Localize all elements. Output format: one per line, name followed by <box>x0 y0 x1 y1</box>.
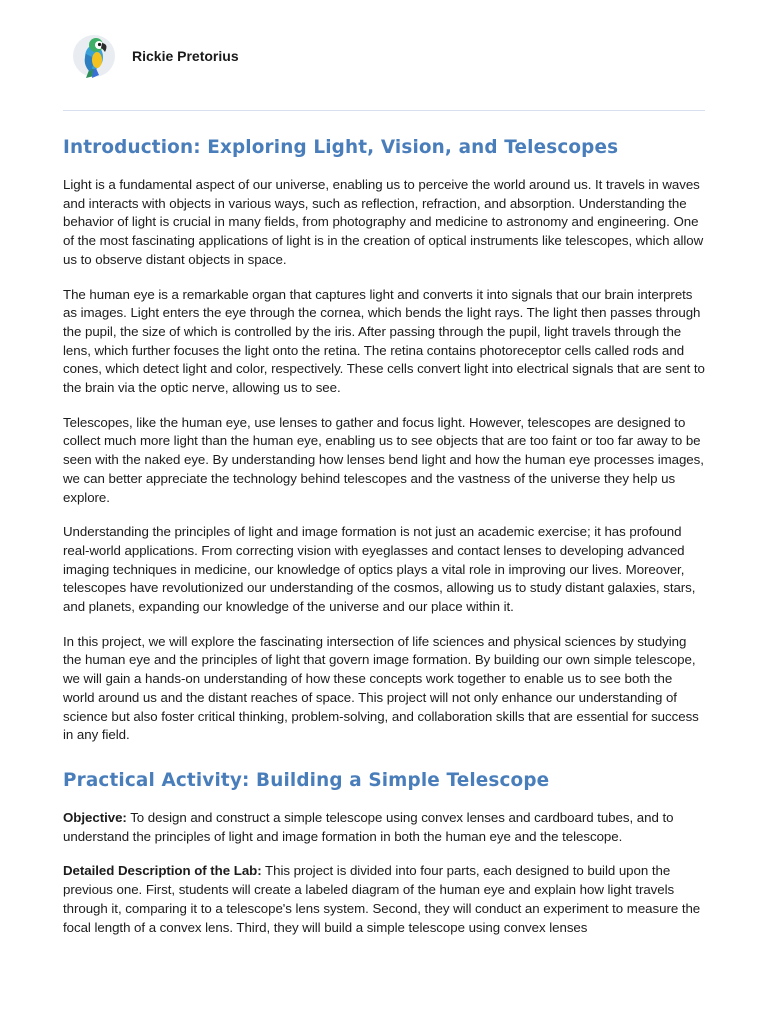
objective-text: To design and construct a simple telescope using convex lenses and cardboard tubes, and to understand the principles of light and image formation in both the human eye and the telescope. <box>63 809 674 844</box>
intro-paragraph-3: Telescopes, like the human eye, use lenses to gather and focus light. However, telescopes are designed to collect much more light than the human eye, enabling us to see objects that are too faint or too far away to be seen with the naked eye. By understanding how lenses bend light and how the human eye processes images, we can better appreciate the technology behind telescopes and the vastness of the universe they help us explore. <box>63 414 704 505</box>
header-divider <box>63 110 705 111</box>
parrot-icon <box>72 32 116 80</box>
description-text: This project is divided into four parts, each designed to build upon the previous one. First, students will create a labeled diagram of the human eye and explain how light travels through it, comparing it to a telescope's lens system. Second, they will conduct an experiment to measure the focal length of a convex lens. Third, they will build a simple telescope using convex lenses <box>63 863 701 935</box>
author-name: Rickie Pretorius <box>132 48 239 64</box>
objective-label: Objective: <box>63 809 127 825</box>
author-header <box>72 30 239 82</box>
objective-paragraph <box>63 809 705 846</box>
section-heading-practical-activity: Practical Activity: Building a Simple Telescope <box>63 769 550 791</box>
description-paragraph <box>63 862 705 937</box>
description-label: Detailed Description of the Lab: <box>63 863 262 879</box>
section-heading-introduction: Introduction: Exploring Light, Vision, and Telescopes <box>63 137 619 158</box>
document-content <box>63 128 705 953</box>
intro-paragraph-1: Light is a fundamental aspect of our universe, enabling us to perceive the world around us. It travels in waves and interacts with objects in various ways, such as reflection, refraction, and absorption. Understanding the behavior of light is crucial in many fields, from photography and medicine to astronomy and engineering. One of the most fascinating applications of light is in the creation of optical instruments like telescopes, which allow us to observe distant objects in space. <box>63 177 704 267</box>
intro-paragraph-2: The human eye is a remarkable organ that captures light and converts it into signals that our brain interprets as images. Light enters the eye through the cornea, which bends the light rays. The light then passes through the pupil, the size of which is controlled by the iris. After passing through the pupil, light travels through the lens, which further focuses the light onto the retina. The retina contains photoreceptor cells called rods and cones, which detect light and color, respectively. These cells convert light into electrical signals that are sent to the brain via the optic nerve, allowing us to see. <box>63 286 705 396</box>
intro-paragraph-5: In this project, we will explore the fascinating intersection of life sciences and physical sciences by studying the human eye and the principles of light that govern image formation. By building our own simple telescope, we will gain a hands-on understanding of how these concepts work together to enable us to see both the world around us and the distant reaches of space. This project will not only enhance our understanding of science but also foster critical thinking, problem-solving, and collaboration skills that are essential for success in any field. <box>63 633 699 743</box>
intro-paragraph-4: Understanding the principles of light and image formation is not just an academic exercise; it has profound real-world applications. From correcting vision with eyeglasses and contact lenses to developing advanced imaging techniques in medicine, our knowledge of optics plays a vital role in improving our lives. Moreover, telescopes have revolutionized our understanding of the cosmos, allowing us to study distant galaxies, stars, and planets, expanding our knowledge of the universe and our place within it. <box>63 524 696 615</box>
